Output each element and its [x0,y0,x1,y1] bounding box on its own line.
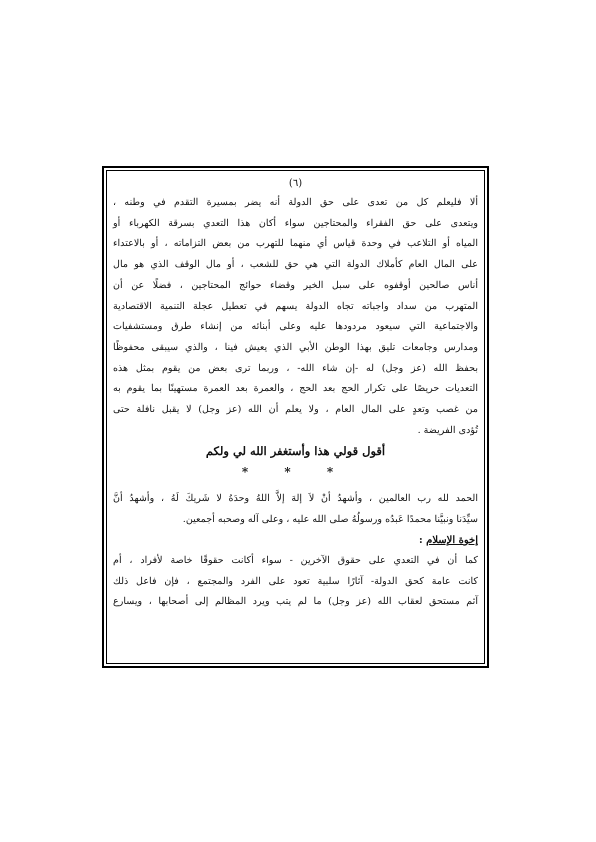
paragraph-2 [113,489,478,530]
text-line: المياه أو التلاعب في وحدة قياس أي منهما للتهرب من بعض التزاماته ، أو بالاعتداء [113,238,478,250]
text-line: ويتعدى على حق الفقراء والمحتاجين سواء أكان هذا التعدي بسرقة الكهرباء أو [113,217,478,229]
text-line: كما أن في التعدي على حقوق الآخرين - سواء أكانت حقوقًا خاصة لأفراد ، أم [113,554,478,566]
text-line: كانت عامة كحق الدولة- آثارًا سلبية تعود على الفرد والمجتمع ، فإن فاعل ذلك [113,575,478,587]
heading-text: إخوة الإسلام [426,534,478,546]
text-line: على المال العام كأملاك الدولة التي هي حق للشعب ، أو مال الوقف الذي هو مال [113,259,478,271]
page-content [113,175,478,659]
page-border [102,166,489,668]
text-line: ألا فليعلم كل من تعدى على حق الدولة أنه يضر بمسيرة التقدم في وطنه ، [113,197,478,208]
text-line: من غصب وتعدٍ على المال العام ، ولا يعلم أن الله (عز وجل) لا يقبل نافلة حتى [113,404,478,416]
text-line: الحمد لله رب العالمين ، وأشهدُ أنْ لاَ إلهَ إلاَّ اللهُ وحدَهُ لا شَريكَ لَهُ ، وأشهدُ أنَّ [113,493,478,505]
text-line: آثم مستحق لعقاب الله (عز وجل) ما لم يتب ويرد المظالم إلى أصحابها ، ويسارع [113,596,478,608]
page-number: (٦) [288,178,303,189]
paragraph-1 [113,193,478,441]
page-inner-border [106,170,485,664]
text-line: والاجتماعية التي سيعود مردودها عليه وعلى أبنائه من إنشاء طرق ومستشفيات [113,321,478,333]
section-heading [113,531,478,551]
heading-colon: : [418,534,427,546]
text-line: بحفظ الله (عز وجل) له -إن شاء الله- ، وربما ترى بعض من يقوم بمثل هذه [113,362,478,374]
section-separator: * * * [241,465,350,480]
closing-statement: أقول قولي هذا وأستغفر الله لي ولكم [205,444,386,459]
text-line: التعديات حريصًا على تكرار الحج بعد الحج ، والعمرة بعد العمرة مستهينًا بما يقوم به [113,383,478,395]
text-line: المتهرب من سداد واجباته تجاه الدولة يسهم في تعطيل عجلة التنمية الاقتصادية [113,300,478,312]
text-line: سيِّدَنا ونبيَّنا محمدًا عَبدُه ورسولُهُ صلى الله عليه ، وعلى آله وصحبه أجمعين. [182,514,478,526]
text-line: ومدارس وجامعات تليق بهذا الوطن الأبي الذي يعيش فينا ، والذي سيبقى محفوظًا [113,341,478,353]
text-line: تُؤدى الفريضة . [417,424,478,436]
paragraph-3 [113,551,478,613]
text-line: أناس صالحين أوقفوه على سبل الخير وقضاء حوائج المحتاجين ، فضلًا عن أن [113,279,478,291]
